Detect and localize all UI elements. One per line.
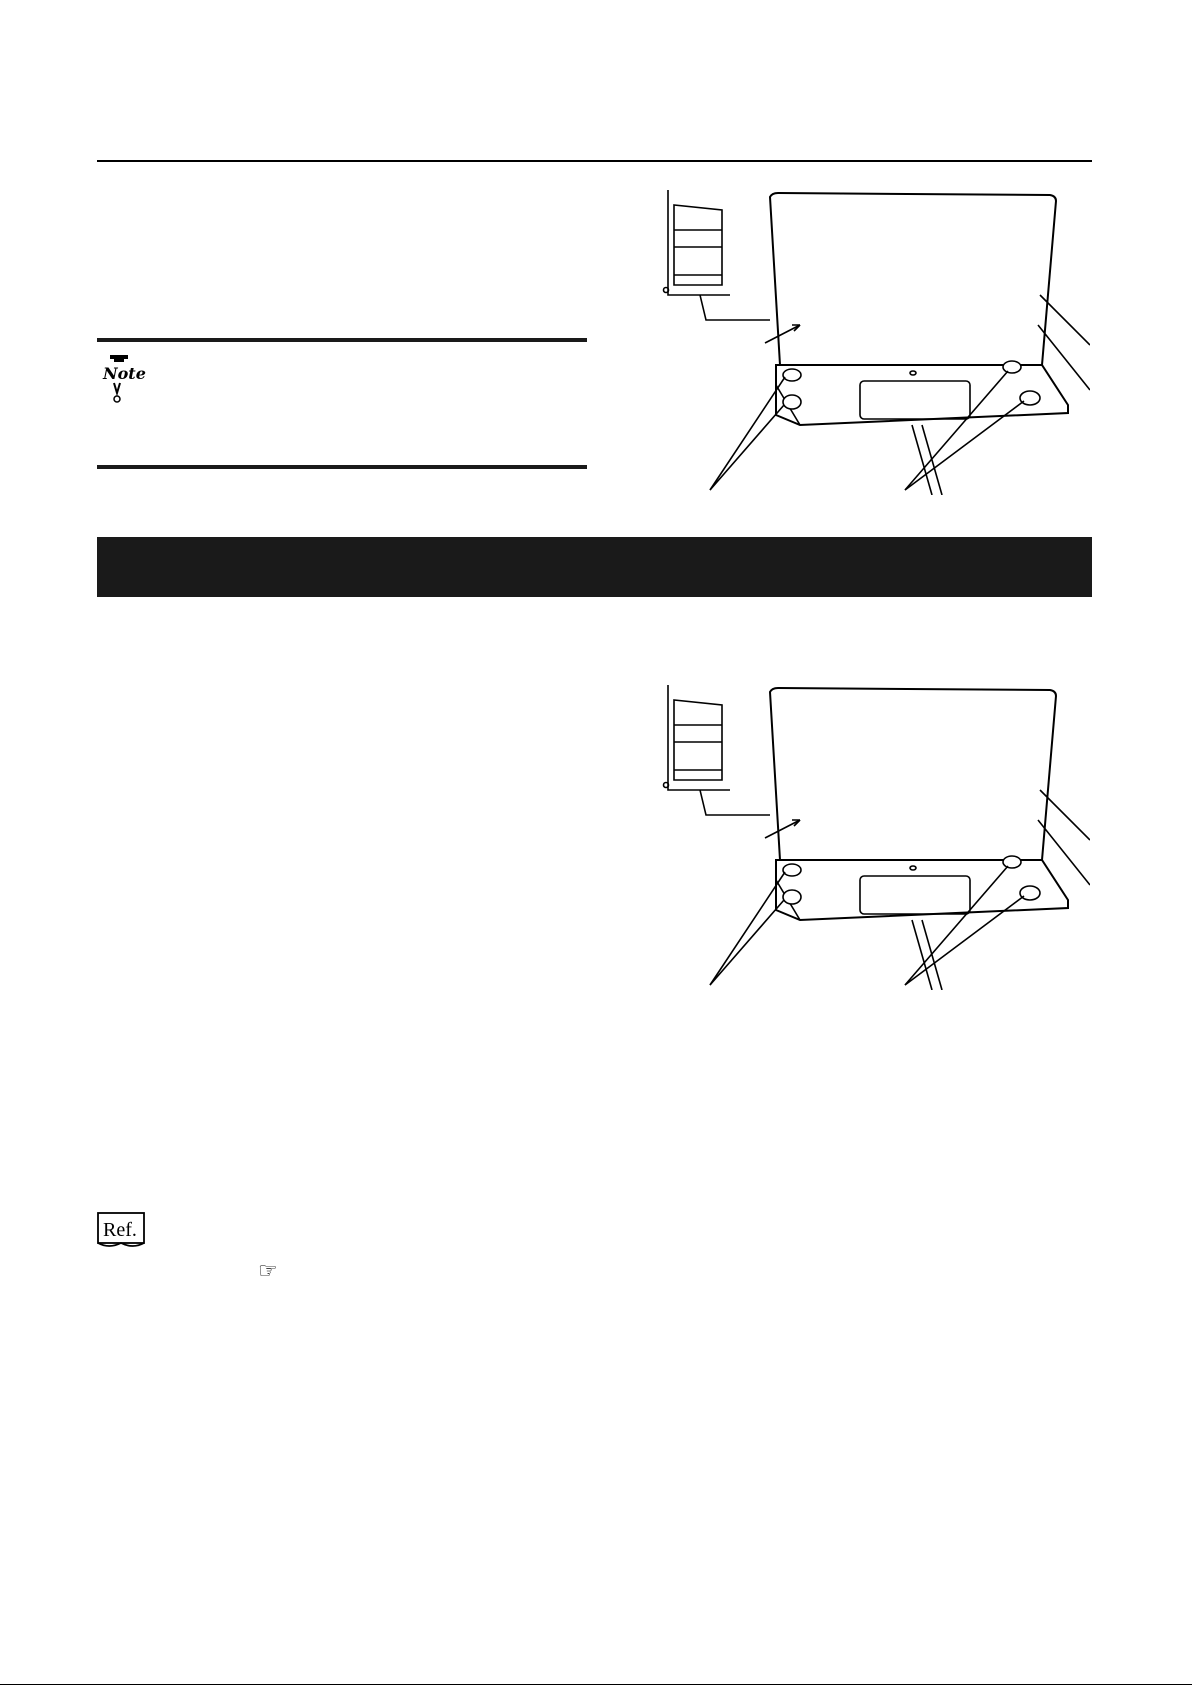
svg-text:Note: Note [103, 364, 146, 383]
svg-text:Ref.: Ref. [103, 1219, 137, 1241]
ref-icon [97, 1212, 145, 1250]
pointing-hand-icon: ☞ [258, 1258, 278, 1283]
figure-top [660, 185, 1090, 495]
section-heading-bar [97, 537, 1092, 597]
note-bottom-rule [97, 465, 587, 469]
figure-bottom [660, 680, 1090, 990]
note-top-rule [97, 338, 587, 342]
header-rule [97, 160, 1092, 162]
note-icon [100, 355, 148, 405]
